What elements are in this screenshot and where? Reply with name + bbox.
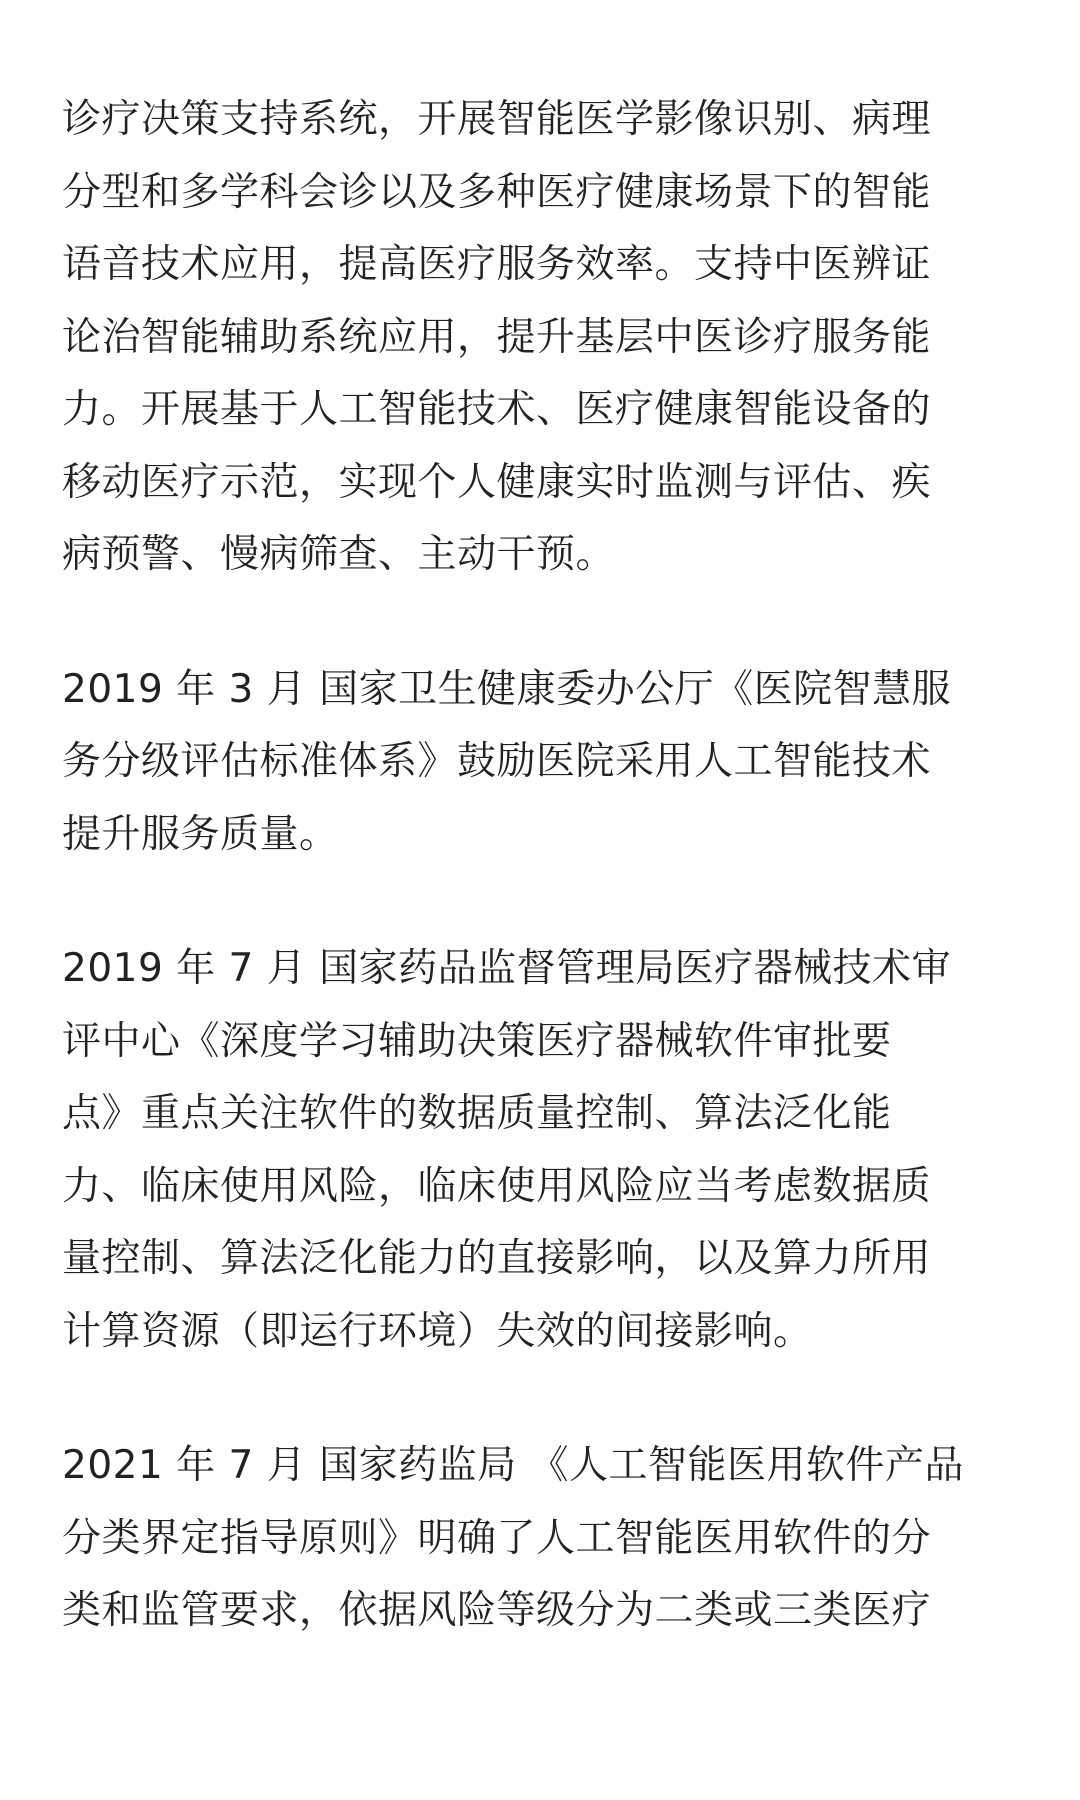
text-line: 分型和多学科会诊以及多种医疗健康场景下的智能 <box>62 169 932 215</box>
text-line: 量控制、算法泛化能力的直接影响，以及算力所用 <box>62 1236 932 1281</box>
text-line: 语音技术应用，提高医疗服务效率。支持中医辨证 <box>62 242 932 287</box>
text-line: 分类界定指导原则》明确了人工智能医用软件的分 <box>62 1515 932 1561</box>
text-line: 提升服务质量。 <box>62 811 339 857</box>
text-line: 2021 年 7 月 国家药监局 《人工智能医用软件产品 <box>62 1443 965 1488</box>
paragraph-2021-july-policy <box>62 1430 1030 1648</box>
text-line: 务分级评估标准体系》鼓励医院采用人工智能技术 <box>62 739 932 784</box>
text-line: 计算资源（即运行环境）失效的间接影响。 <box>62 1308 813 1354</box>
text-line: 力。开展基于人工智能技术、医疗健康智能设备的 <box>62 387 932 432</box>
text-line: 类和监管要求，依据风险等级分为二类或三类医疗 <box>62 1588 932 1633</box>
text-line: 评中心《深度学习辅助决策医疗器械软件审批要 <box>62 1018 892 1064</box>
text-line: 病预警、慢病筛查、主动干预。 <box>62 532 616 577</box>
text-line: 力、临床使用风险，临床使用风险应当考虑数据质 <box>62 1163 932 1209</box>
text-line: 论治智能辅助系统应用，提升基层中医诊疗服务能 <box>62 314 932 360</box>
paragraph-2019-march-policy <box>62 654 1030 872</box>
text-line: 2019 年 7 月 国家药品监督管理局医疗器械技术审 <box>62 946 952 991</box>
paragraph-2019-july-policy <box>62 933 1030 1368</box>
text-line: 诊疗决策支持系统，开展智能医学影像识别、病理 <box>62 97 932 142</box>
text-line: 移动医疗示范，实现个人健康实时监测与评估、疾 <box>62 459 932 505</box>
paragraph-ai-diagnosis-support <box>62 84 1030 592</box>
text-line: 2019 年 3 月 国家卫生健康委办公厅《医院智慧服 <box>62 666 952 712</box>
text-line: 点》重点关注软件的数据质量控制、算法泛化能 <box>62 1091 892 1136</box>
